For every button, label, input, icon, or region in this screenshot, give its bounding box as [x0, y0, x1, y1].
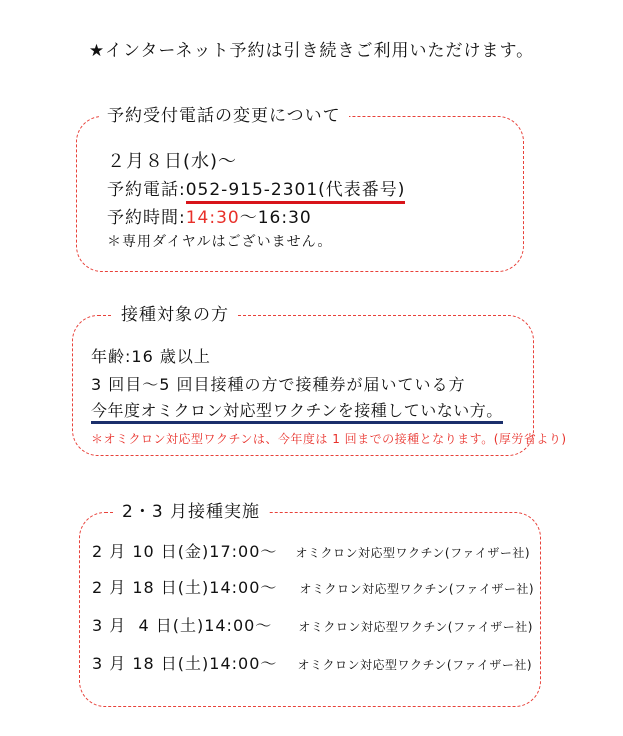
- vaccine-requirement-text: 今年度オミクロン対応型ワクチンを接種していない方。: [91, 401, 503, 424]
- schedule-box: [79, 502, 541, 707]
- hours-end: ～16:30: [239, 208, 312, 228]
- headline: ★インターネット予約は引き続きご利用いただけます。: [88, 41, 535, 61]
- phone-line: [107, 175, 405, 200]
- schedule-date: 3 月 4 日(土)14:00～: [92, 616, 273, 635]
- schedule-vaccine: オミクロン対応型ワクチン(ファイザー社): [298, 620, 533, 634]
- vaccine-requirement: [91, 398, 503, 421]
- no-dedicated-line-note: ＊専用ダイヤルはございません。: [107, 234, 333, 250]
- eligibility-box: [72, 305, 567, 456]
- hours-start: 14:30: [185, 208, 240, 228]
- schedule-row: [92, 613, 533, 636]
- phone-number: 052-915-2301(代表番号): [186, 180, 406, 204]
- age-requirement: 年齢:16 歳以上: [91, 347, 211, 366]
- schedule-vaccine: オミクロン対応型ワクチン(ファイザー社): [295, 546, 531, 560]
- hours-label: 予約時間:: [107, 208, 186, 228]
- eligibility-footnote: ＊オミクロン対応型ワクチンは、今年度は 1 回までの接種となります。(厚労省より): [91, 432, 567, 446]
- phone-change-title: 予約受付電話の変更について: [99, 104, 349, 128]
- schedule-row: [92, 539, 530, 562]
- schedule-vaccine: オミクロン対応型ワクチン(ファイザー社): [299, 582, 535, 596]
- schedule-vaccine: オミクロン対応型ワクチン(ファイザー社): [297, 658, 533, 672]
- phone-label: 予約電話:: [107, 180, 186, 200]
- dose-requirement: 3 回目～5 回目接種の方で接種券が届いている方: [91, 375, 466, 394]
- eligibility-title: 接種対象の方: [113, 303, 237, 327]
- start-date: ２月８日(水)～: [107, 151, 238, 172]
- schedule-row: [92, 651, 532, 674]
- hours-line: [107, 203, 312, 228]
- phone-change-box: [76, 106, 524, 272]
- schedule-title: 2・3 月接種実施: [114, 500, 268, 524]
- schedule-date: 2 月 18 日(土)14:00～: [92, 578, 278, 597]
- schedule-row: [92, 575, 534, 598]
- schedule-date: 3 月 18 日(土)14:00～: [92, 654, 278, 673]
- schedule-date: 2 月 10 日(金)17:00～: [92, 542, 278, 561]
